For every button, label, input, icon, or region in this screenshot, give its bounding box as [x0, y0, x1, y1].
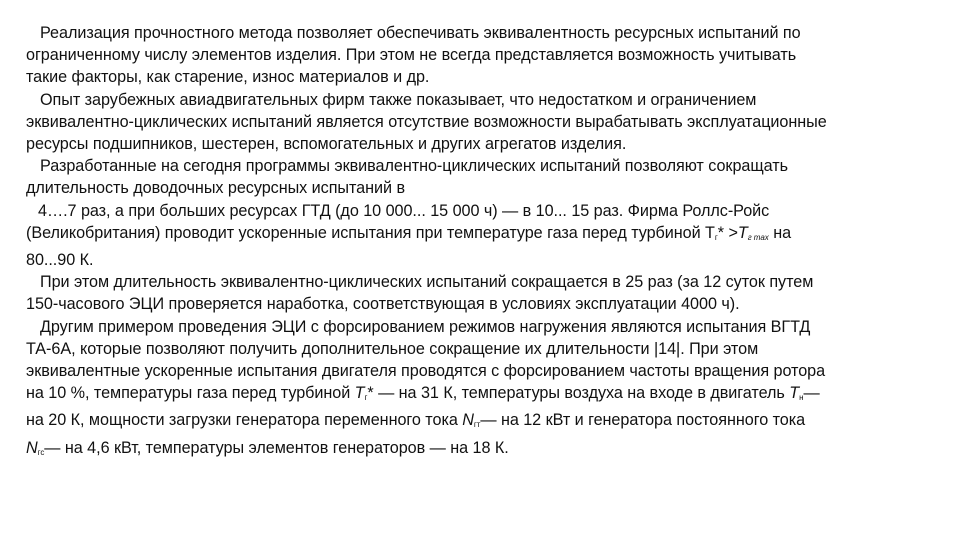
- text-line-formula: [26, 222, 926, 249]
- subscript: гт: [473, 420, 481, 430]
- text-line: ресурсы подшипников, шестерен, вспомогательных и других агрегатов изделия.: [26, 135, 627, 154]
- text-segment: на: [768, 223, 792, 242]
- text-line: 80...90 К.: [26, 251, 94, 270]
- symbol-temperature: Т: [789, 384, 800, 403]
- subscript: гс: [37, 447, 45, 457]
- text-segment: 4….7 раз, а при больших ресурсах ГТД (до 10 000... 15 000 ч) — в 10... 15 раз. Фирма Роллс-Ройс: [38, 201, 770, 220]
- paragraph-strength-method: [26, 22, 926, 89]
- subscript: г max: [747, 232, 769, 242]
- text-line: длительность доводочных ресурсных испытаний в: [26, 179, 406, 198]
- text-line: эквивалентные ускоренные испытания двигателя проводятся с форсированием частоты вращения ротора: [26, 362, 826, 381]
- text-segment: на 20 К, мощности загрузки генератора переменного тока: [26, 411, 463, 430]
- text-segment: * >: [717, 223, 738, 242]
- text-segment: — на 12 кВт и генератора постоянного тока: [480, 411, 806, 430]
- subscript: г: [364, 393, 368, 403]
- paragraph-programs: [26, 155, 926, 271]
- text-segment: (Великобритания) проводит ускоренные испытания при температуре газа перед турбиной Т: [26, 223, 715, 242]
- text-line: При этом длительность эквивалентно-циклических испытаний сокращается в 25 раз (за 12 суток путем: [40, 273, 814, 292]
- paragraph-ta6a-example: [26, 316, 926, 464]
- text-line: эквивалентно-циклических испытаний является отсутствие возможности вырабатывать эксплуатационные: [26, 112, 827, 131]
- subscript: н: [799, 393, 804, 403]
- text-line-formula: [26, 409, 926, 436]
- text-segment: * — на 31 К, температуры воздуха на входе в двигатель: [367, 384, 790, 403]
- text-line: 150-часового ЭЦИ проверяется наработка, соответствующая в условиях эксплуатации 4000 ч).: [26, 295, 740, 314]
- text-line: Опыт зарубежных авиадвигательных фирм также показывает, что недостатком и ограничением: [40, 90, 757, 109]
- symbol-power: N: [26, 438, 38, 457]
- text-line: Разработанные на сегодня программы эквивалентно-циклических испытаний позволяют сокращать: [40, 157, 788, 176]
- text-segment: — на 4,6 кВт, температуры элементов генераторов — на 18 К.: [44, 438, 509, 457]
- text-line: ограниченному числу элементов изделия. При этом не всегда представляется возможность учитывать: [26, 46, 797, 65]
- text-line: Другим примером проведения ЭЦИ с форсированием режимов нагружения являются испытания ВГТД: [40, 317, 811, 336]
- text-segment: —: [803, 384, 820, 403]
- paragraph-duration: [26, 271, 926, 315]
- slide-body-text: [26, 22, 926, 464]
- text-line: Реализация прочностного метода позволяет обеспечивать эквивалентность ресурсных испытаний по: [40, 24, 801, 42]
- text-line: такие факторы, как старение, износ материалов и др.: [26, 68, 430, 87]
- text-segment: на 10 %, температуры газа перед турбиной: [26, 384, 355, 403]
- text-line: ТА-6А, которые позволяют получить дополнительное сокращение их длительности |14|. При этом: [26, 339, 759, 358]
- subscript: г: [714, 232, 718, 242]
- text-line-formula: [26, 437, 926, 464]
- symbol-temperature: Т: [354, 384, 365, 403]
- text-line-formula: [26, 382, 926, 409]
- symbol-power: N: [462, 411, 474, 430]
- text-line: [26, 200, 926, 222]
- paragraph-foreign-experience: [26, 89, 926, 156]
- symbol-temperature: Т: [737, 223, 748, 242]
